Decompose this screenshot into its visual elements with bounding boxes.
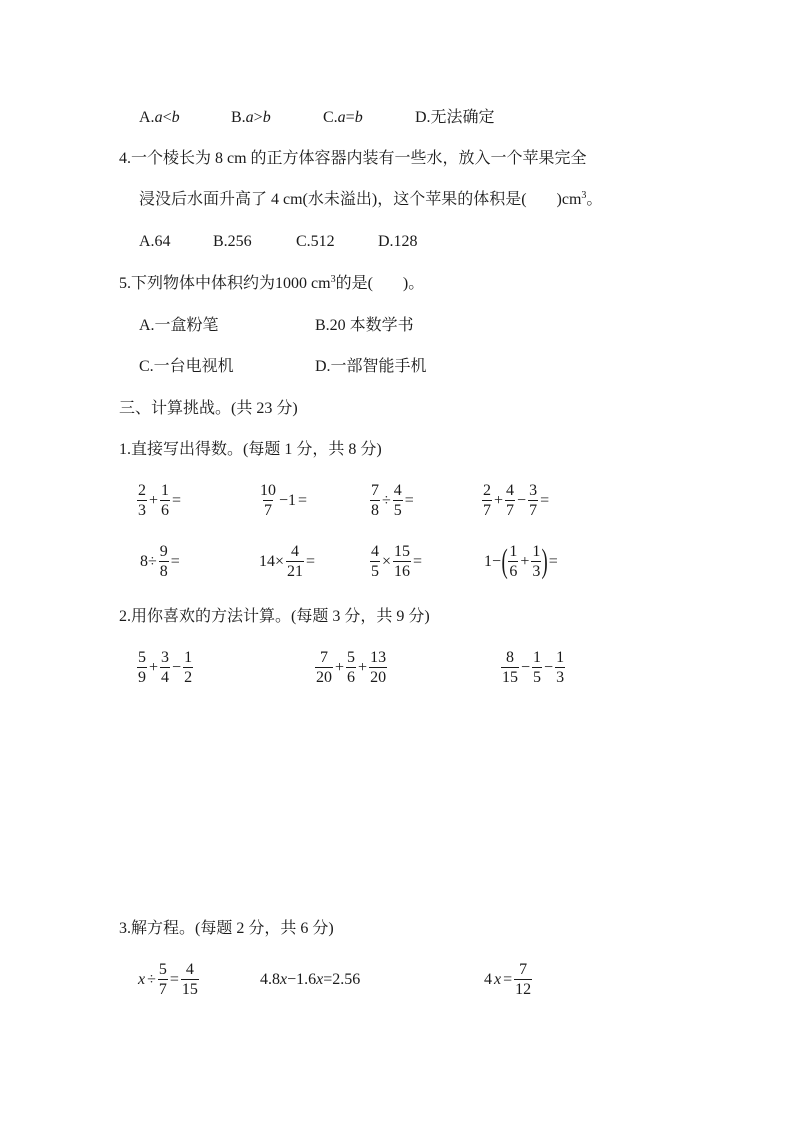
operand: 14×	[259, 552, 285, 570]
numerator: 1	[509, 543, 518, 560]
fraction	[514, 960, 532, 999]
fraction	[370, 481, 380, 520]
operator: +	[335, 658, 345, 676]
numerator: 1	[556, 649, 565, 666]
section-3-q1-title: 1.直接写出得数。(每题 1 分，共 8 分)	[119, 441, 382, 458]
operand: 1−	[484, 552, 502, 570]
question-4-unit: )cm	[556, 191, 582, 208]
fraction	[393, 542, 411, 581]
expression-4	[481, 481, 550, 520]
expression-5	[139, 542, 181, 581]
numerator: 1	[533, 649, 542, 666]
numerator: 4	[371, 543, 379, 560]
fraction	[160, 648, 170, 687]
operator: ×	[382, 552, 392, 570]
coefficient: 4	[484, 970, 492, 988]
operator: +	[149, 658, 159, 676]
question-4-text: 浸没后水面升高了 4 cm(水未溢出)，这个苹果的体积是(	[139, 191, 527, 208]
equals: =	[306, 552, 316, 570]
denominator: 7	[483, 502, 491, 519]
question-4-line-1: 4.一个棱长为 8 cm 的正方体容器内装有一些水，放入一个苹果完全	[119, 150, 587, 167]
numerator: 1	[184, 649, 193, 666]
q4-option-c[interactable]: C.512	[296, 233, 335, 250]
var-b: b	[262, 109, 271, 126]
coefficient: 4.8	[260, 971, 280, 988]
numerator: 4	[506, 482, 515, 499]
operator: −1.6	[287, 971, 317, 988]
fraction	[160, 481, 170, 520]
fraction	[259, 481, 277, 520]
numerator: 1	[532, 543, 541, 560]
denominator: 15	[502, 669, 518, 686]
fraction	[137, 648, 147, 687]
fraction	[531, 542, 541, 581]
option-c[interactable]	[323, 108, 363, 128]
operator: +	[358, 658, 368, 676]
option-prefix: C.	[323, 109, 338, 126]
fraction	[315, 648, 333, 687]
equation-1	[137, 960, 200, 999]
operator: −	[172, 658, 182, 676]
q5-option-c[interactable]: C.一台电视机	[139, 358, 234, 375]
numerator: 3	[529, 482, 538, 499]
option-prefix: A.	[139, 109, 155, 126]
denominator: 8	[159, 563, 168, 580]
denominator: 20	[316, 669, 332, 686]
equals: =	[170, 552, 180, 570]
operand: 8÷	[140, 552, 157, 570]
denominator: 6	[161, 502, 170, 519]
punctuation: )。	[402, 275, 425, 292]
equals: =	[169, 970, 179, 988]
denominator: 3	[532, 563, 541, 580]
section-3-title: 三、计算挑战。(共 23 分)	[119, 400, 298, 417]
question-5-text: 5.下列物体中体积约为1000 cm	[119, 275, 331, 292]
numerator: 15	[394, 543, 411, 560]
denominator: 7	[264, 502, 272, 519]
fraction	[528, 481, 538, 520]
operator: +	[149, 491, 159, 509]
section-3-q2-title: 2.用你喜欢的方法计算。(每题 3 分，共 9 分)	[119, 608, 430, 625]
equation-2	[259, 960, 361, 1000]
numerator: 7	[320, 649, 328, 666]
numerator: 5	[158, 961, 167, 978]
operator: ÷	[382, 491, 391, 509]
fraction	[137, 481, 147, 520]
equals: =	[298, 491, 308, 509]
q5-option-b[interactable]: B.20 本数学书	[315, 317, 414, 334]
equals: =	[548, 552, 558, 570]
denominator: 9	[138, 669, 146, 686]
var-b: b	[354, 109, 363, 126]
right-paren: )	[541, 542, 549, 580]
left-paren: (	[501, 542, 508, 580]
fraction	[393, 481, 403, 520]
denominator: 7	[529, 502, 538, 519]
fraction	[346, 648, 356, 687]
numerator: 2	[483, 482, 491, 499]
denominator: 5	[533, 669, 542, 686]
numerator: 4	[393, 482, 402, 499]
equals: =	[172, 491, 182, 509]
expression-3	[369, 481, 415, 520]
expression-8	[483, 542, 559, 581]
fraction	[482, 481, 492, 520]
option-prefix: B.	[231, 109, 246, 126]
expression-6	[258, 542, 316, 581]
expression-7	[369, 542, 423, 581]
numerator: 5	[347, 649, 356, 666]
question-5-text-2: 的是(	[335, 275, 373, 292]
q4-option-b[interactable]: B.256	[213, 233, 252, 250]
operator: ÷	[147, 970, 156, 988]
numerator: 4	[291, 543, 300, 560]
q5-option-a[interactable]: A.一盒粉笔	[139, 317, 219, 334]
q5-option-d[interactable]: D.一部智能手机	[315, 358, 427, 375]
denominator: 7	[158, 981, 167, 998]
denominator: 5	[371, 563, 379, 580]
fraction	[158, 960, 168, 999]
fraction	[286, 542, 304, 581]
denominator: 3	[556, 669, 565, 686]
option-b[interactable]	[231, 108, 271, 128]
denominator: 16	[394, 563, 411, 580]
operator: <	[162, 109, 172, 126]
operator: >	[253, 109, 263, 126]
fraction	[501, 648, 519, 687]
equals: =	[503, 970, 513, 988]
expression-1	[136, 481, 182, 520]
numerator: 4	[185, 961, 194, 978]
operator: =	[345, 109, 355, 126]
var-a: a	[245, 109, 254, 126]
q2-expression-2	[314, 648, 388, 687]
numerator: 7	[519, 961, 528, 978]
numerator: 10	[260, 482, 276, 499]
denominator: 4	[161, 669, 170, 686]
numerator: 13	[370, 649, 387, 666]
denominator: 6	[509, 563, 518, 580]
var-x: x	[494, 970, 502, 988]
fraction	[183, 648, 193, 687]
numerator: 7	[371, 482, 379, 499]
operator: +	[520, 552, 530, 570]
var-b: b	[171, 109, 180, 126]
denominator: 20	[370, 669, 387, 686]
expression-2	[258, 481, 308, 520]
var-a: a	[337, 109, 346, 126]
denominator: 2	[184, 669, 193, 686]
numerator: 5	[138, 649, 146, 666]
fraction	[532, 648, 542, 687]
equals: =	[413, 552, 423, 570]
numerator: 3	[161, 649, 170, 666]
fraction	[508, 542, 518, 581]
fraction	[159, 542, 169, 581]
superscript: 3	[330, 274, 336, 285]
denominator: 12	[515, 981, 532, 998]
var-a: a	[154, 109, 163, 126]
fraction	[369, 648, 387, 687]
equation-2-text	[259, 960, 361, 1000]
question-5	[119, 274, 424, 294]
denominator: 6	[347, 669, 356, 686]
denominator: 7	[506, 502, 515, 519]
numerator: 2	[138, 482, 146, 499]
denominator: 21	[287, 563, 304, 580]
fraction	[370, 542, 380, 581]
question-4-line-2	[139, 190, 602, 210]
punctuation: 。	[586, 191, 603, 208]
fraction	[505, 481, 515, 520]
operator: −1	[279, 491, 297, 509]
operator: −	[544, 658, 554, 676]
fraction	[181, 960, 199, 999]
rhs: =2.56	[323, 971, 361, 988]
var-x: x	[138, 970, 146, 988]
denominator: 8	[371, 502, 379, 519]
equation-3	[483, 960, 533, 999]
option-a[interactable]	[139, 108, 180, 128]
equals: =	[540, 491, 550, 509]
operator: −	[517, 491, 527, 509]
fraction	[555, 648, 565, 687]
equals: =	[404, 491, 414, 509]
q4-option-d[interactable]: D.128	[378, 233, 418, 250]
option-d[interactable]: D.无法确定	[415, 109, 495, 126]
denominator: 15	[181, 981, 198, 998]
denominator: 3	[138, 502, 146, 519]
q2-expression-1	[136, 648, 194, 687]
operator: +	[494, 491, 504, 509]
var-x: x	[280, 971, 288, 988]
superscript: 3	[581, 190, 587, 201]
numerator: 1	[161, 482, 170, 499]
var-x: x	[316, 971, 324, 988]
numerator: 8	[506, 649, 514, 666]
q2-expression-3	[500, 648, 566, 687]
numerator: 9	[159, 543, 168, 560]
operator: −	[521, 658, 531, 676]
section-3-q3-title: 3.解方程。(每题 2 分，共 6 分)	[119, 920, 334, 937]
q4-option-a[interactable]: A.64	[139, 233, 171, 250]
denominator: 5	[393, 502, 402, 519]
